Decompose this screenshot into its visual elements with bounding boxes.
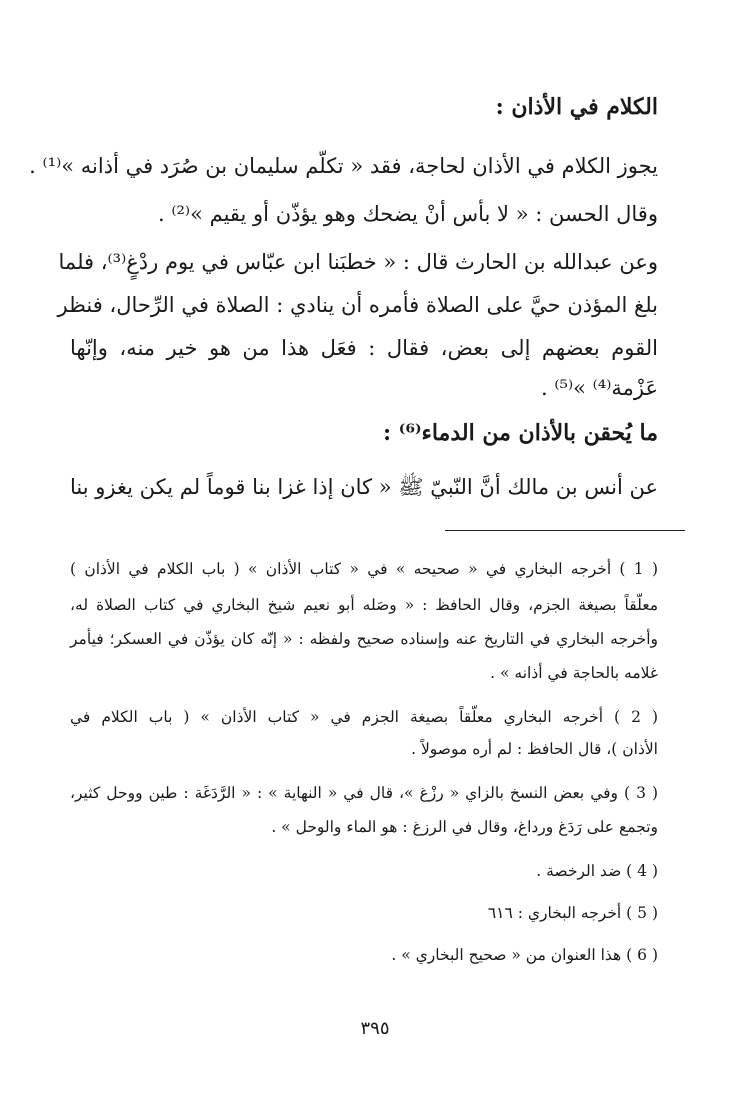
section-heading-blood-protected: ما يُحقن بالأذان من الدماء⁽⁶⁾ : [382, 420, 658, 446]
footnote-line: الأذان )، قال الحافظ : لم أره موصولاً . [411, 740, 658, 758]
footnote-line: غلامه بالحاجة في أذانه » . [490, 664, 658, 682]
footnote-line: معلّقاً بصيغة الجزم، وقال الحافظ : « وصَله أبو نعيم شيخ البخاري في كتاب الصلاة له، [70, 596, 658, 614]
footnote-line: ( 1 ) أخرجه البخاري في « صحيحه » في « كتاب الأذان » ( باب الكلام في الأذان ) [70, 560, 658, 578]
body-line: القوم بعضهم إلى بعض، فقال : فعَل هذا من هو خير منه، وإنّها [70, 336, 658, 360]
body-line: عَزْمة⁽⁴⁾ »⁽⁵⁾ . [541, 376, 658, 400]
footnote-line: ( 4 ) ضد الرخصة . [536, 862, 658, 880]
body-line: يجوز الكلام في الأذان لحاجة، فقد « تكلّم سليمان بن صُرَد في أذانه »⁽¹⁾ . [29, 154, 658, 178]
page-number: ٣٩٥ [360, 1018, 390, 1039]
body-line: عن أنس بن مالك أنَّ النّبيّ ﷺ « كان إذا غزا بنا قوماً لم يكن يغزو بنا [70, 475, 658, 499]
footnote-line: وأخرجه البخاري في التاريخ عنه وإسناده صحيح ولفظه : « إنّه كان يؤذّن في العسكر؛ فيأمر [70, 630, 658, 648]
footnote-line: ( 2 ) أخرجه البخاري معلّقاً بصيغة الجزم في « كتاب الأذان » ( باب الكلام في [70, 708, 658, 726]
section-heading-speech-in-adhan: الكلام في الأذان : [495, 94, 658, 120]
body-line: بلغ المؤذن حيَّ على الصلاة فأمره أن ينادي : الصلاة في الرِّحال، فنظر [57, 293, 658, 317]
footnote-line: وتجمع على رَدَغ ورداغ، وقال في الرزغ : هو الماء والوحل » . [271, 818, 658, 836]
body-line: وعن عبدالله بن الحارث قال : « خطبَنا ابن عبّاس في يوم ردْغٍ⁽³⁾، فلما [58, 250, 658, 274]
footnote-line: ( 3 ) وفي بعض النسخ بالزاي « رزْغ »، قال في « النهاية » : « الرَّدَغَة : طين ووحل كثير، [70, 784, 658, 802]
footnote-line: ( 6 ) هذا العنوان من « صحيح البخاري » . [391, 946, 658, 964]
footnote-separator [445, 530, 685, 531]
footnote-line: ( 5 ) أخرجه البخاري : ٦١٦ [487, 904, 658, 922]
body-line: وقال الحسن : « لا بأس أنْ يضحك وهو يؤذّن أو يقيم »⁽²⁾ . [157, 202, 658, 226]
